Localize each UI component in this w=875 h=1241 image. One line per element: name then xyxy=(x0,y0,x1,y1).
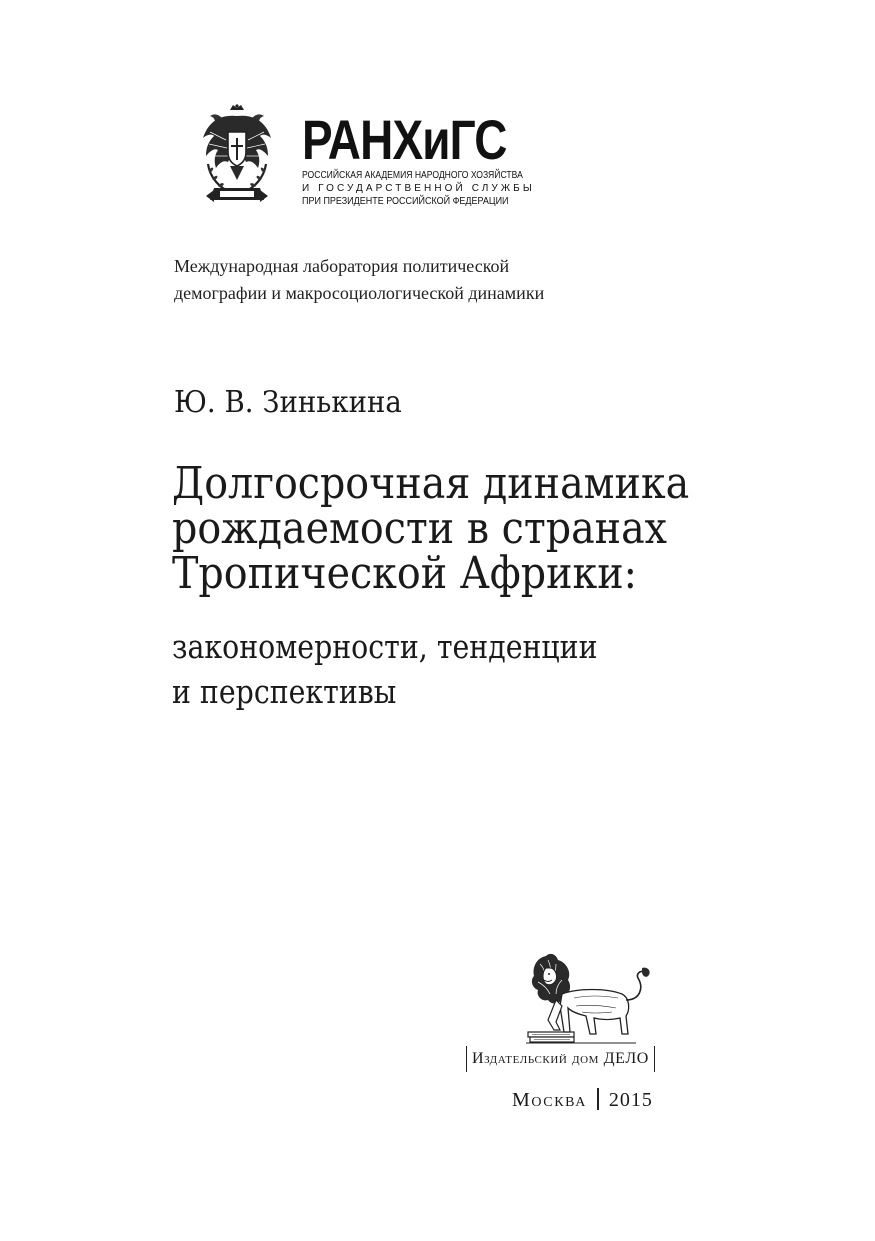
subtitle-line-1: закономерности, тенденции xyxy=(172,627,598,666)
author-name: Ю. В. Зинькина xyxy=(174,385,402,420)
title-line-2: рождаемости в странах xyxy=(172,503,668,554)
laboratory-line-2: демографии и макросоциологической динамики xyxy=(174,283,545,303)
brand-line-3: ПРИ ПРЕЗИДЕНТЕ РОССИЙСКОЙ ФЕДЕРАЦИИ xyxy=(302,196,509,207)
publisher-name: Издательский дом ДЕЛО xyxy=(466,1046,655,1072)
brand-line-2: И ГОСУДАРСТВЕННОЙ СЛУЖБЫ xyxy=(302,183,535,194)
book-title xyxy=(172,458,690,599)
book-subtitle xyxy=(172,624,597,714)
brand-name: РАНХиГС xyxy=(302,108,507,171)
lion-on-books-icon xyxy=(526,950,660,1050)
imprint-separator xyxy=(597,1088,599,1110)
ranepa-logo xyxy=(200,104,540,212)
title-line-3: Тропической Африки: xyxy=(172,548,637,599)
publication-city: Москва xyxy=(512,1089,587,1111)
subtitle-line-2: и перспективы xyxy=(172,672,397,711)
brand-line-1: РОССИЙСКАЯ АКАДЕМИЯ НАРОДНОГО ХОЗЯЙСТВА xyxy=(302,170,523,181)
publication-year: 2015 xyxy=(608,1089,653,1111)
imprint xyxy=(512,1087,653,1113)
laboratory-name xyxy=(174,253,774,307)
title-line-1: Долгосрочная динамика xyxy=(172,458,690,509)
double-headed-eagle-emblem-icon xyxy=(200,104,274,208)
laboratory-line-1: Международная лаборатория политической xyxy=(174,256,510,276)
